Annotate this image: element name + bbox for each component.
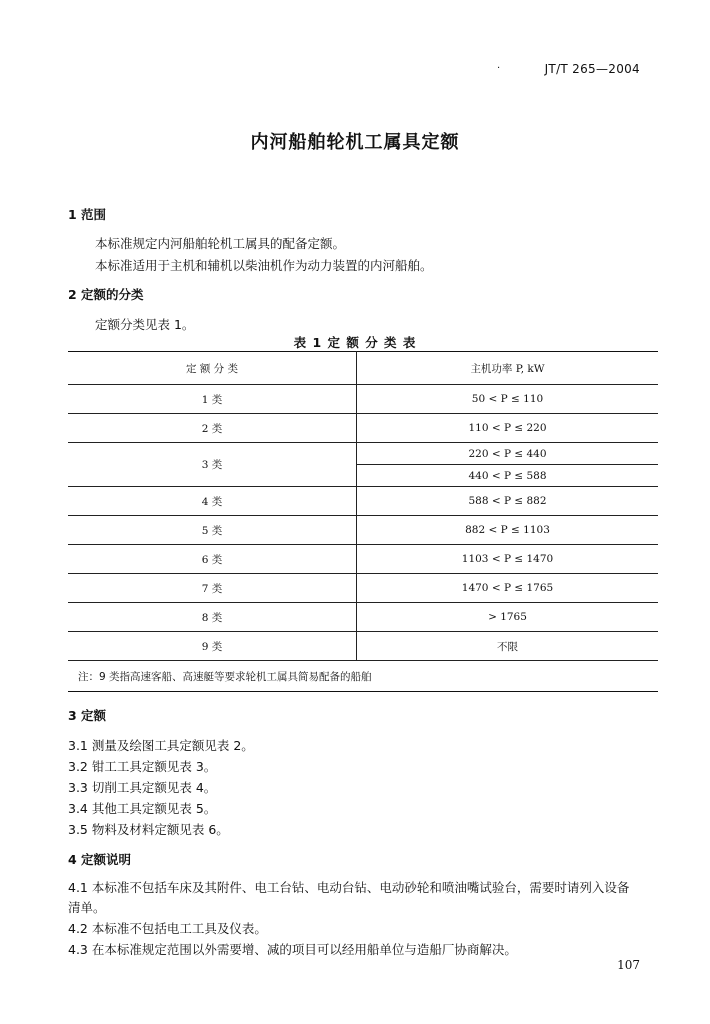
section-1-paragraph-2: 本标准适用于主机和辅机以柴油机作为动力装置的内河船舶。 [95,258,433,273]
section-1-heading: 1 范围 [68,207,107,222]
power-cell: 1470 < P ≤ 1765 [357,574,659,603]
section-3-item: 3.2 钳工工具定额见表 3。 [68,759,217,774]
category-cell: 5 类 [68,516,357,545]
section-4-item: 4.2 本标准不包括电工工具及仪表。 [68,921,267,936]
category-cell: 8 类 [68,603,357,632]
section-3-item: 3.5 物料及材料定额见表 6。 [68,822,229,837]
power-cell: 882 < P ≤ 1103 [357,516,659,545]
power-cell: 1103 < P ≤ 1470 [357,545,659,574]
category-cell: 2 类 [68,414,357,443]
category-cell: 7 类 [68,574,357,603]
section-2-paragraph: 定额分类见表 1。 [95,317,195,332]
section-4-item-continued: 清单。 [68,900,106,915]
header-category: 定 额 分 类 [68,352,357,385]
section-4-item: 4.3 在本标准规定范围以外需要增、减的项目可以经用船单位与造船厂协商解决。 [68,942,517,957]
section-4-item: 4.1 本标准不包括车床及其附件、电工台钻、电动台钻、电动砂轮和喷油嘴试验台，需要时请列入设备 [68,880,630,895]
power-cell: > 1765 [357,603,659,632]
section-2-heading: 2 定额的分类 [68,287,144,302]
power-cell: 220 < P ≤ 440 [357,443,659,465]
power-cell: 50 < P ≤ 110 [357,385,659,414]
category-cell: 4 类 [68,487,357,516]
section-4-heading: 4 定额说明 [68,852,132,867]
standard-number: JT/T 265—2004 [544,62,640,76]
section-3-item: 3.3 切削工具定额见表 4。 [68,780,217,795]
table-note-row [68,661,658,692]
table-row [68,632,658,661]
table-row [68,487,658,516]
power-cell: 不限 [357,632,659,661]
section-1-paragraph-1: 本标准规定内河船舶轮机工属具的配备定额。 [95,236,346,251]
power-cell: 110 < P ≤ 220 [357,414,659,443]
table-row [68,516,658,545]
category-cell: 6 类 [68,545,357,574]
section-3-item: 3.1 测量及绘图工具定额见表 2。 [68,738,254,753]
category-cell: 9 类 [68,632,357,661]
category-cell: 3 类 [68,443,357,487]
table-caption: 表 1 定 额 分 类 表 [293,335,417,350]
classification-table [68,351,658,692]
table-note: 注：9 类指高速客船、高速艇等要求轮机工属具简易配备的船舶 [68,661,658,692]
category-cell: 1 类 [68,385,357,414]
table-row [68,545,658,574]
power-cell: 440 < P ≤ 588 [357,465,659,487]
table-row [68,603,658,632]
table-row [68,414,658,443]
page-number: 107 [617,958,640,972]
section-3-item: 3.4 其他工具定额见表 5。 [68,801,217,816]
header-dot: . [497,60,501,71]
header-power: 主机功率 P, kW [357,352,659,385]
table-row [68,443,658,465]
power-cell: 588 < P ≤ 882 [357,487,659,516]
section-3-heading: 3 定额 [68,708,107,723]
table-header-row [68,352,658,385]
document-title: 内河船舶轮机工属具定额 [250,132,460,153]
table-row [68,574,658,603]
table-row [68,385,658,414]
